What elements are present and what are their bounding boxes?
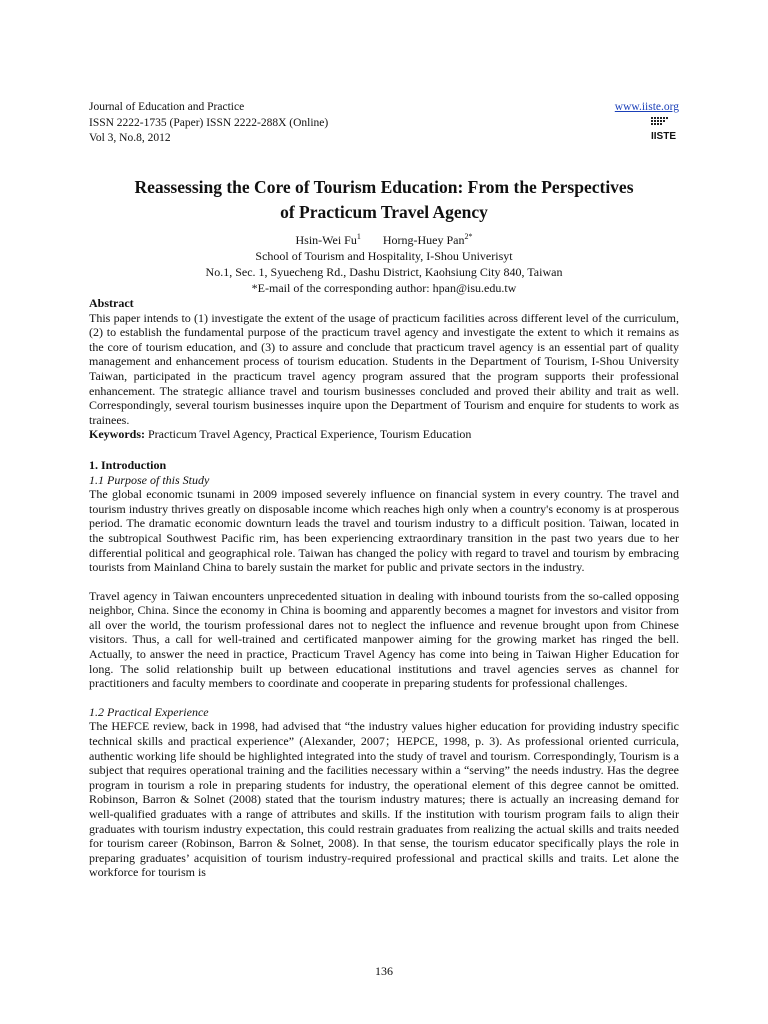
author-names bbox=[89, 232, 679, 248]
journal-name: Journal of Education and Practice bbox=[89, 101, 245, 113]
author-block bbox=[89, 232, 679, 296]
author-2: Horng-Huey Pan bbox=[382, 233, 465, 247]
iiste-logo bbox=[651, 117, 679, 141]
subsection-1-1-heading: 1.1 Purpose of this Study bbox=[89, 472, 210, 487]
logo-text: IISTE bbox=[651, 131, 677, 141]
subsection-1-2-heading: 1.2 Practical Experience bbox=[89, 704, 209, 719]
intro-paragraph-1: The global economic tsunami in 2009 imposed severely influence on financial system in every country. The travel and tourism industry thrives greatly on disposable income which reaches high only when a country's economy is at prosperous period. The dramatic economic downturn leads the travel and tourism industry to a difficult position. Taiwan, located in the subtropical Southwest Pacific rim, has been experiencing extraordinary transition in the past two years due to her differential political and geographical role. Taiwan has changed the policy with regard to travel and tourism by embracing tourists from Mainland China to barely sustain the market for public and private sectors in the industry. bbox=[89, 487, 679, 575]
corresponding-email: *E-mail of the corresponding author: hpan@isu.edu.tw bbox=[251, 281, 517, 295]
intro-heading: 1. Introduction bbox=[89, 457, 167, 472]
keywords-line bbox=[89, 427, 679, 442]
page-number: 136 bbox=[375, 964, 393, 978]
website-link[interactable]: www.iiste.org bbox=[614, 101, 679, 113]
title-line-2: of Practicum Travel Agency bbox=[280, 202, 488, 222]
intro-paragraph-3: The HEFCE review, back in 1998, had advised that “the industry values higher education for providing industry specific technical skills and practical experience” (Alexander, 2007；HEPCE, 1998, p. 3). As professional oriented curricula, authentic working life should be highlighted integrated into the study of travel and tourism. Correspondingly, Tourism is a subject that requires operational training and the facilities necessary within a “serving” the needs industry. Has the degree program in tourism a role in preparing students for industry, the operational element of this degree cannot be omitted. Robinson, Barron & Solnet (2008) stated that the tourism industry matures; there is actually an increasing demand for well-qualified graduates with a range of attributes and skills. If the institution with tourism program fails to align their graduates with tourism industry expectation, this could restrain graduates from realizing the actual skills and traits needed for tourism career (Robinson, Barron & Solnet, 2008). In that sense, the tourism educator specifically plays the role in preparing graduates’ acquisition of tourism industry-required professional and practical skills and traits. Let alone the workforce for tourism is bbox=[89, 719, 679, 880]
journal-header bbox=[89, 100, 328, 147]
keywords-text: Practicum Travel Agency, Practical Experience, Tourism Education bbox=[148, 427, 472, 442]
author-1-affil: 1 bbox=[356, 232, 361, 241]
abstract-heading: Abstract bbox=[89, 296, 134, 310]
keywords-label: Keywords: bbox=[89, 427, 145, 442]
journal-volume: Vol 3, No.8, 2012 bbox=[89, 132, 171, 144]
paper-body bbox=[89, 296, 679, 880]
paper-title bbox=[89, 175, 679, 225]
address: No.1, Sec. 1, Syuecheng Rd., Dashu District, Kaohsiung City 840, Taiwan bbox=[205, 265, 563, 279]
intro-paragraph-2: Travel agency in Taiwan encounters unprecedented situation in dealing with inbound tourists from the so-called opposing neighbor, China. Since the economy in China is booming and apparently becomes a magnet for investors and visitor from all over the world, the tourism professional dares not to neglect the influence and revenue brought upon from Chinese visitors. Thus, a call for well-trained and certificated manpower aiming for the growing market has ringed the bell. Actually, to answer the need in practice, Practicum Travel Agency has come into being in Taiwan Higher Education for long. The solid relationship built up between educational institutions and travel agencies serves as channel for practitioners and faculty members to coordinate and cooperate in preparing students for professional challenges. bbox=[89, 588, 679, 691]
affiliation: School of Tourism and Hospitality, I-Shou Univerisyt bbox=[255, 249, 513, 263]
abstract-text: This paper intends to (1) investigate the extent of the usage of practicum facilities across different level of the curriculum, (2) to establish the fundamental purpose of the practicum travel agency and investigate the extent to which it remains as the core of tourism education, and (3) to assure and conclude that practicum travel agency is an essential part of quality management and enhancement process of tourism education. Students in the Department of Tourism, I-Shou University Taiwan, participated in the practicum travel agency program assured that the program supports their professional enhancement. The strategic alliance travel and tourism businesses concluded and proved their ability and trait as well. Correspondingly, several tourism businesses inquire upon the Department of Tourism and enquire for students to work as trainees. bbox=[89, 310, 679, 427]
title-line-1: Reassessing the Core of Tourism Education: From the Perspectives bbox=[134, 177, 634, 197]
journal-issn: ISSN 2222-1735 (Paper) ISSN 2222-288X (Online) bbox=[89, 116, 329, 129]
author-2-affil: 2* bbox=[464, 232, 473, 241]
author-1: Hsin-Wei Fu bbox=[295, 233, 357, 247]
